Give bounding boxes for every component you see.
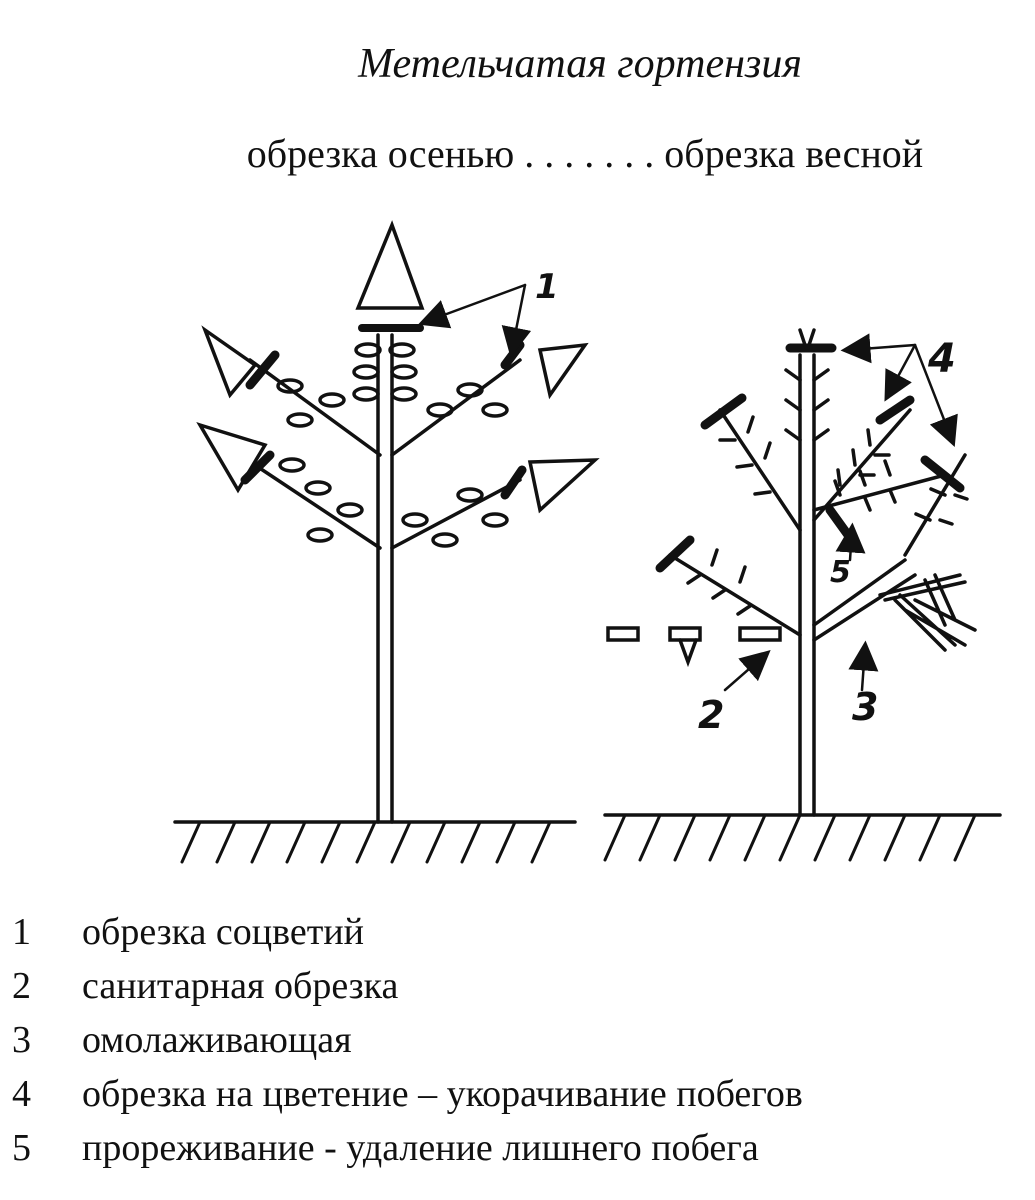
legend-text: обрезка на цветение – укорачивание побегов xyxy=(82,1073,803,1115)
callout-4-label: 4 xyxy=(928,336,956,382)
branch-upper-right xyxy=(392,360,520,455)
legend xyxy=(12,905,803,1175)
branch-spring-lower-left xyxy=(670,555,800,635)
callout-3-label: 3 xyxy=(852,685,879,729)
legend-item xyxy=(12,905,803,959)
callout-4-arrow-a xyxy=(848,345,915,350)
legend-text: санитарная обрезка xyxy=(82,965,399,1007)
diagram-title: Метельчатая гортензия xyxy=(358,41,802,87)
removed-stubs xyxy=(608,628,780,662)
callout-3-arrow xyxy=(862,648,865,690)
trunk-leaves-left xyxy=(354,344,416,400)
legend-item xyxy=(12,1013,803,1067)
callout-2-arrow xyxy=(725,655,765,690)
legend-text: омолаживающая xyxy=(82,1019,352,1061)
callout-5-label: 5 xyxy=(830,555,851,590)
autumn-tree xyxy=(175,225,595,862)
legend-item xyxy=(12,1121,803,1175)
branch-upper-left xyxy=(250,360,380,455)
legend-text: обрезка соцветий xyxy=(82,911,364,953)
branch-spring-upper-left xyxy=(720,410,800,530)
diagram-subtitle: обрезка осенью . . . . . . . обрезка весной xyxy=(246,131,924,176)
callout-4-arrow-b xyxy=(888,345,915,395)
callout-1-arrow-b xyxy=(512,285,525,350)
legend-number: 5 xyxy=(12,1127,31,1169)
spring-tree xyxy=(605,330,1000,860)
legend-number: 1 xyxy=(12,911,31,953)
legend-item xyxy=(12,959,803,1013)
ground-hatch-right xyxy=(605,815,975,860)
legend-number: 4 xyxy=(12,1073,31,1115)
callout-1-label: 1 xyxy=(535,267,559,307)
legend-number: 3 xyxy=(12,1019,31,1061)
inflorescence-top xyxy=(358,225,422,308)
legend-number: 2 xyxy=(12,965,31,1007)
legend-text: прореживание - удаление лишнего побега xyxy=(82,1127,759,1169)
callout-1-arrow-a xyxy=(425,285,525,322)
callout-2-label: 2 xyxy=(698,693,725,737)
legend-item xyxy=(12,1067,803,1121)
ground-hatch-left xyxy=(182,822,550,862)
